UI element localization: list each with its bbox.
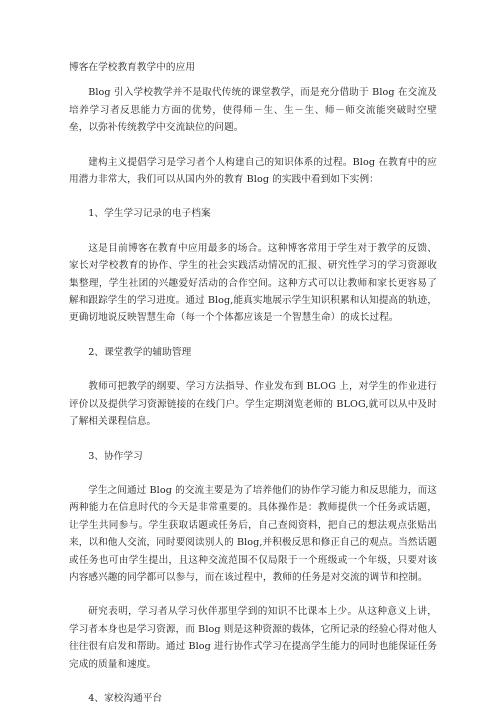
paragraph-section-3b: 研究表明，学习者从学习伙伴那里学到的知识不比课本上少。从这种意义上讲，学习者本身也是学习资源，而 Blog 则是这种资源的载体，它所记录的经验心得对他人往往很有启发和帮助。通过 Blog 进行协作式学习在提高学生能力的同时也能保证任务完成的质量和速度。 — [69, 606, 438, 670]
section-heading-1: 1、学生学习记录的电子档案 — [88, 208, 211, 220]
paragraph-constructivism: 建构主义提倡学习是学习者个人构建自己的知识体系的过程。Blog 在教育中的应用潜力非常大，我们可以从国内外的教育 Blog 的实践中看到如下实例： — [69, 156, 437, 186]
section-heading-4: 4、家校沟通平台 — [88, 692, 163, 704]
paragraph-section-2: 教师可把教学的纲要、学习方法指导、作业发布到 BLOG 上，对学生的作业进行评价以及提供学习资源链接的在线门户。学生定期浏览老师的 BLOG,就可以从中及时了解相关课程信息。 — [69, 381, 437, 428]
document-body — [69, 59, 437, 724]
paragraph-section-1: 这是目前博客在教育中应用最多的场合。这种博客常用于学生对于教学的反馈、家长对学校教育的协作、学生的社会实践活动情况的汇报、研究性学习的学习资源收集整理，学生社团的兴趣爱好活动的合作空间。这种方式可以让教师和家长更容易了解和跟踪学生的学习进度。通过 Blog,能真实地展示学生知识积累和认知提高的轨迹，更确切地说反映智慧生命（每一个个体都应该是一个智慧生命）的成长过程。 — [69, 242, 438, 324]
document-title: 博客在学校教育教学中的应用 — [69, 62, 196, 73]
paragraph-section-3a: 学生之间通过 Blog 的交流主要是为了培养他们的协作学习能力和反思能力，而这两种能力在信息时代的今天是非常重要的。具体操作是：教师提供一个任务或话题，让学生共同参与。学生获取话题或任务后，自己查阅资料，把自己的想法观点张贴出来，以和他人交流，同时要阅读别人的 Blog,并积极反思和修正自己的观点。当然话题或任务也可由学生提出，且这种交流范围不仅局限于一个班级或一个年级，只要对该内容感兴趣的同学都可以参与，而在该过程中，教师的任务是对交流的调节和控制。 — [69, 484, 438, 583]
paragraph-intro: Blog 引入学校教学并不是取代传统的课堂教学，而是充分借助于 Blog 在交流及培养学习者反思能力方面的优势，使得师－生、生－生、师－师交流能突破时空壁垒，以弥补传统教学中交流缺位的问题。 — [69, 87, 437, 134]
section-heading-2: 2、课堂教学的辅助管理 — [88, 346, 192, 358]
section-heading-3: 3、协作学习 — [88, 450, 143, 462]
